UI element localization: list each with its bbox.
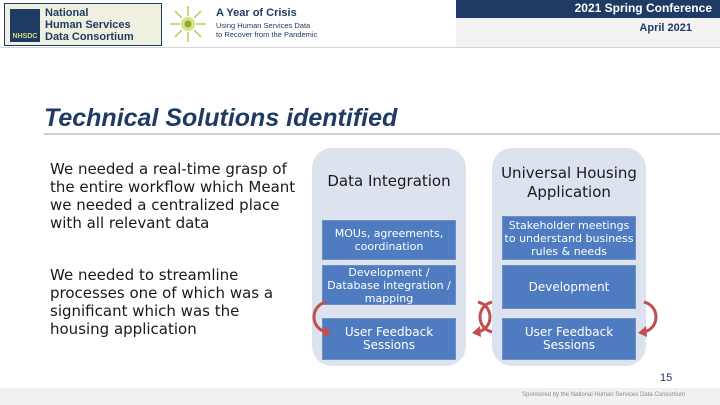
- title-divider: [44, 133, 720, 135]
- slide-title: Technical Solutions identified: [44, 104, 398, 132]
- development-box: Development: [502, 265, 636, 309]
- conference-title: 2021 Spring Conference: [574, 1, 712, 15]
- universal-housing-heading-text: Universal Housing Application: [501, 164, 637, 201]
- crisis-subtitle-line-2: to Recover from the Pandemic: [216, 30, 318, 39]
- development-database-box: Development / Database integration / mapping: [322, 265, 456, 305]
- header-divider: [0, 47, 720, 48]
- body-paragraph-1: We needed a real-time grasp of the entire workflow which Meant we needed a centralized place with all relevant data: [50, 160, 296, 232]
- user-feedback-box-2: User Feedback Sessions: [502, 318, 636, 360]
- data-integration-heading: Data Integration: [327, 172, 451, 190]
- page-number: 15: [660, 372, 673, 384]
- user-feedback-box-1: User Feedback Sessions: [322, 318, 456, 360]
- universal-housing-column: [492, 148, 646, 366]
- nhsdc-logo-mark: [10, 9, 40, 42]
- footer-sponsor-text: Sponsored by the National Human Services Data Consortium: [522, 392, 686, 398]
- logo-line-1: National: [45, 7, 89, 19]
- cycle-arrow-right-icon: [636, 296, 666, 338]
- logo-mark-text: NHSDC: [12, 33, 38, 40]
- mous-agreements-box: MOUs, agreements, coordination: [322, 220, 456, 260]
- nhsdc-logo: [4, 3, 162, 46]
- universal-housing-heading: [500, 164, 638, 202]
- crisis-subtitle-line-1: Using Human Services Data: [216, 21, 311, 30]
- cycle-arrow-middle-icon: [470, 296, 500, 338]
- crisis-emblem-icon: [168, 4, 208, 44]
- crisis-subtitle: [216, 21, 317, 39]
- conference-date: April 2021: [639, 22, 692, 34]
- logo-line-3: Data Consortium: [45, 31, 134, 43]
- logo-line-2: Human Services: [45, 19, 131, 31]
- crisis-title: A Year of Crisis: [216, 7, 297, 19]
- stakeholder-meetings-box: Stakeholder meetings to understand business rules & needs: [502, 216, 636, 260]
- cycle-arrow-left-icon: [304, 296, 334, 338]
- body-paragraph-2: We needed to streamline processes one of which was a significant which was the housing application: [50, 266, 274, 338]
- data-integration-column: [312, 148, 466, 366]
